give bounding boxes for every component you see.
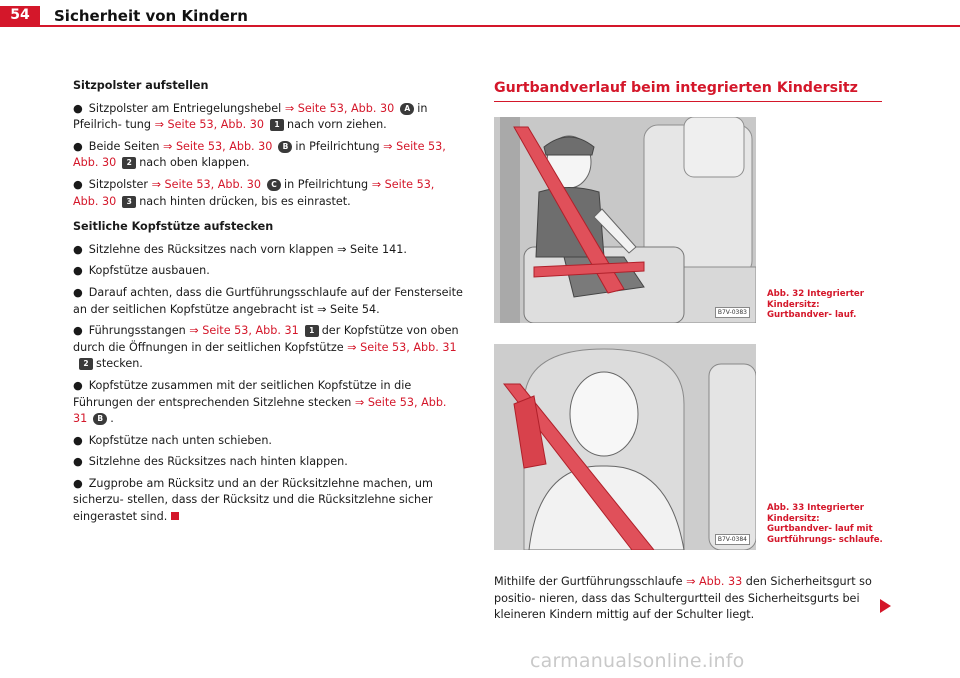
list-item: ● Führungsstangen ⇒ Seite 53, Abb. 31 1 der Kopfstütze von oben durch die Öffnungen in der seitlichen Kopfstütze ⇒ Seite 53, Abb. 312 stecken.	[73, 324, 459, 371]
watermark: carmanualsonline.info	[530, 650, 745, 672]
figure-caption-33: Abb. 33 Integrierter Kindersitz: Gurtbandver- lauf mit Gurtführungs- schlaufe.	[767, 503, 883, 545]
section-heading-sitzpolster: Sitzpolster aufstellen	[73, 79, 209, 92]
belt-guide-illustration	[494, 344, 756, 550]
figure-caption-32: Abb. 32 Integrierter Kindersitz: Gurtbandver- lauf.	[767, 289, 864, 320]
arrow-right-icon: ⇒	[317, 302, 327, 316]
arrow-right-icon: ⇒	[154, 118, 164, 132]
list-item: ● Kopfstütze zusammen mit der seitlichen Kopfstütze in die Führungen der entsprechenden Sitzlehne stecken ⇒ Seite 53, Abb. 31 B .	[73, 378, 447, 426]
callout-badge: B	[278, 141, 292, 153]
continue-arrow-icon	[880, 599, 891, 613]
page-link[interactable]: Seite 53, Abb. 30	[73, 177, 435, 208]
figure-code: B7V-0384	[715, 534, 750, 545]
figure-belt-guide-loop	[494, 344, 756, 550]
page-link[interactable]: Seite 53, Abb. 31	[360, 340, 457, 354]
bullet-icon: ●	[73, 324, 83, 338]
bullet-icon: ●	[73, 242, 83, 256]
bullet-icon: ●	[73, 177, 83, 191]
callout-badge: 2	[122, 157, 136, 169]
page-link[interactable]: Seite 53, Abb. 31	[73, 395, 447, 426]
callout-badge: A	[400, 103, 414, 115]
chapter-title: Sicherheit von Kindern	[54, 7, 248, 25]
figure-child-seat-belt	[494, 117, 756, 323]
arrow-right-icon: ⇒	[347, 340, 357, 354]
page-link[interactable]: Seite 53, Abb. 30	[297, 101, 395, 115]
list-item: ● Kopfstütze ausbauen.	[73, 264, 210, 278]
page-reference[interactable]: Seite 141.	[350, 242, 407, 256]
bullet-icon: ●	[73, 378, 83, 392]
arrow-right-icon: ⇒	[189, 324, 199, 338]
child-seat-illustration	[494, 117, 756, 323]
arrow-right-icon: ⇒	[354, 395, 365, 409]
page-reference[interactable]: Seite 54.	[330, 302, 380, 316]
arrow-right-icon: ⇒	[151, 177, 161, 191]
header-rule	[0, 25, 960, 27]
bullet-icon: ●	[73, 264, 83, 278]
body-paragraph: Mithilfe der Gurtführungsschlaufe ⇒ Abb. 33 den Sicherheitsgurt so positio- nieren, dass das Schultergurtteil des Sicherheitsgurts bei kleineren Kindern mittig auf der Schulter liegt.	[494, 575, 872, 622]
list-item: ● Darauf achten, dass die Gurtführungsschlaufe auf der Fensterseite an der seitlichen Kopfstütze angebracht ist ⇒ Seite 54.	[73, 285, 463, 316]
callout-badge: 1	[270, 119, 284, 131]
list-item: ● Sitzlehne des Rücksitzes nach vorn klappen ⇒ Seite 141.	[73, 242, 407, 256]
left-column	[73, 78, 463, 531]
arrow-right-icon: ⇒	[686, 575, 696, 588]
arrow-right-icon: ⇒	[383, 139, 393, 153]
bullet-icon: ●	[73, 455, 83, 469]
callout-badge: 2	[79, 358, 93, 370]
list-item: ● Sitzlehne des Rücksitzes nach hinten klappen.	[73, 455, 348, 469]
bullet-icon: ●	[73, 433, 83, 447]
section-heading-kopfstuetze: Seitliche Kopfstütze aufstecken	[73, 220, 274, 234]
list-item: ● Sitzpolster am Entriegelungshebel ⇒ Seite 53, Abb. 30 A in Pfeilrich- tung ⇒ Seite 53, Abb. 30 1 nach vorn ziehen.	[73, 101, 428, 132]
bullet-icon: ●	[73, 139, 83, 153]
page-link[interactable]: Seite 53, Abb. 31	[202, 324, 299, 338]
figure-code: B7V-0383	[715, 307, 750, 318]
page-link[interactable]: Seite 53, Abb. 30	[164, 177, 261, 191]
list-item: ● Zugprobe am Rücksitz und an der Rücksitzlehne machen, um sicherzu- stellen, dass der Rücksitz und die Rücksitzlehne sicher eingerastet sind.	[73, 476, 433, 524]
arrow-right-icon: ⇒	[163, 139, 173, 153]
callout-badge: C	[267, 179, 281, 191]
bullet-icon: ●	[73, 476, 83, 490]
page-link[interactable]: Seite 53, Abb. 30	[175, 139, 273, 153]
bullet-icon: ●	[73, 101, 83, 115]
list-item: ● Sitzpolster ⇒ Seite 53, Abb. 30 C in Pfeilrichtung ⇒ Seite 53, Abb. 30 3 nach hinten drücken, bis es einrastet.	[73, 177, 435, 208]
page-header	[0, 0, 960, 28]
section-end-icon	[171, 512, 179, 520]
page-number: 54	[0, 6, 40, 25]
list-item: ● Kopfstütze nach unten schieben.	[73, 433, 272, 447]
page-link[interactable]: Seite 53, Abb. 30	[167, 118, 264, 132]
section-title: Gurtbandverlauf beim integrierten Kindersitz	[494, 79, 882, 102]
callout-badge: B	[93, 413, 107, 425]
callout-badge: 1	[305, 325, 319, 337]
callout-badge: 3	[122, 196, 136, 208]
arrow-right-icon: ⇒	[337, 242, 347, 256]
arrow-right-icon: ⇒	[284, 101, 295, 115]
figure-link[interactable]: Abb. 33	[699, 575, 743, 588]
bullet-icon: ●	[73, 285, 83, 299]
arrow-right-icon: ⇒	[371, 177, 382, 191]
page-link[interactable]: Seite 53, Abb. 30	[73, 139, 446, 170]
list-item: ● Beide Seiten ⇒ Seite 53, Abb. 30 B in Pfeilrichtung ⇒ Seite 53, Abb. 30 2 nach oben klappen.	[73, 139, 446, 170]
